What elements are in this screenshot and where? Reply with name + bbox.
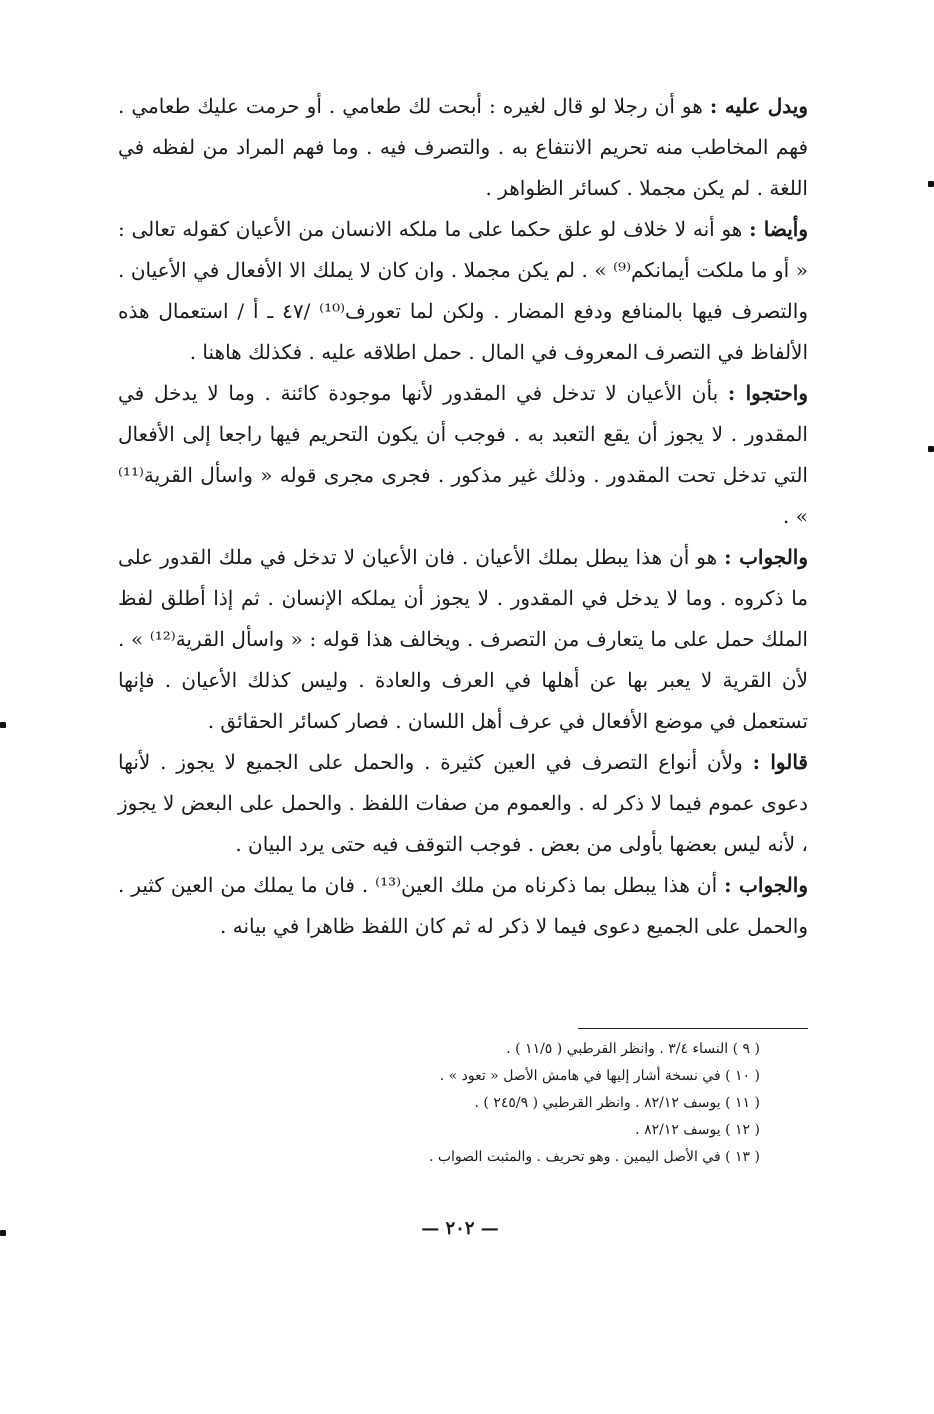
scan-mark	[928, 181, 934, 187]
footnote-9: ( ٩ ) النساء ٣/٤ . وانظر القرطبي ( ١١/٥ ) .	[506, 1041, 760, 1057]
paragraph-2	[118, 209, 808, 373]
paragraph-text: ولأن أنواع التصرف في العين كثيرة . والحمل على الجميع لا يجوز . لأنها دعوى عموم فيما لا ذكر له . والعموم من صفات اللفظ . والحمل على البعض لا يجوز ، لأنه ليس بعضها بأولى من بعض . فوجب التوقف فيه حتى يرد البيان .	[118, 750, 808, 856]
footnote-13: ( ١٣ ) في الأصل اليمين . وهو تحريف . والمثبت الصواب .	[428, 1149, 760, 1165]
paragraph-keyword: والجواب :	[724, 873, 808, 897]
scan-mark	[0, 722, 6, 728]
paragraph-text: هو أن رجلا لو قال لغيره : أبحت لك طعامي . أو حرمت عليك طعامي . فهم المخاطب منه تحريم الانتفاع به . والتصرف فيه . وما فهم المراد من لفظه في اللغة . لم يكن مجملا . كسائر الظواهر .	[118, 94, 808, 200]
footnote-divider	[578, 1028, 808, 1029]
paragraph-keyword: ويدل عليه :	[709, 94, 809, 118]
footnote-11: ( ١١ ) يوسف ٨٢/١٢ . وانظر القرطبي ( ٢٤٥/٩ ) .	[474, 1095, 760, 1111]
scan-mark	[0, 1230, 6, 1236]
paragraph-3	[118, 373, 808, 537]
paragraph-text: هو أن هذا يبطل بملك الأعيان . فان الأعيان لا تدخل في ملك القدور على ما ذكروه . وما لا يدخل في المقدور . لا يجوز أن يملكه الإنسان . ثم إذا أطلق لفظ الملك حمل على ما يتعارف من التصرف . ويخالف هذا قوله : « واسأل القرية⁽¹²⁾ » . لأن القرية لا يعبر بها عن أهلها في العرف والعادة . وليس كذلك الأعيان . فإنها تستعمل في موضع الأفعال في عرف أهل اللسان . فصار كسائر الحقائق .	[118, 545, 808, 733]
footnote-12: ( ١٢ ) يوسف ٨٢/١٢ .	[635, 1122, 760, 1138]
paragraph-text: أن هذا يبطل بما ذكرناه من ملك العين⁽¹³⁾ . فان ما يملك من العين كثير . والحمل على الجميع دعوى فيما لا ذكر له ثم كان اللفظ ظاهرا في بيانه .	[118, 873, 808, 938]
paragraph-keyword: وأيضا :	[749, 217, 808, 241]
paragraph-text: بأن الأعيان لا تدخل في المقدور لأنها موجودة كائنة . وما لا يدخل في المقدور . لا يجوز أن يقع التعبد به . فوجب أن يكون التحريم فيها راجعا إلى الأفعال التي تدخل تحت المقدور . وذلك غير مذكور . فجرى مجرى قوله « واسأل القرية⁽¹¹⁾ » .	[118, 381, 808, 528]
main-text	[118, 86, 808, 947]
footnote-10: ( ١٠ ) في نسخة أشار إليها في هامش الأصل « تعود » .	[439, 1068, 760, 1084]
paragraph-1	[118, 86, 808, 209]
paragraph-keyword: واحتجوا :	[727, 381, 808, 405]
footnotes	[400, 1036, 760, 1171]
paragraph-5	[118, 742, 808, 865]
page-number: — ٢٠٢ —	[421, 1218, 499, 1239]
paragraph-keyword: والجواب :	[724, 545, 809, 569]
paragraph-text: هو أنه لا خلاف لو علق حكما على ما ملكه الانسان من الأعيان كقوله تعالى : « أو ما ملكت أيمانكم⁽⁹⁾ » . لم يكن مجملا . وان كان لا يملك الا الأفعال في الأعيان . والتصرف فيها بالمنافع ودفع المضار . ولكن لما تعورف⁽¹⁰⁾ /٤٧ ـ أ / استعمال هذه الألفاظ في التصرف المعروف في المال . حمل اطلاقه عليه . فكذلك هاهنا .	[118, 217, 808, 364]
paragraph-6	[118, 865, 808, 947]
scan-mark	[928, 446, 934, 452]
paragraph-4	[118, 537, 808, 742]
paragraph-keyword: قالوا :	[752, 750, 808, 774]
